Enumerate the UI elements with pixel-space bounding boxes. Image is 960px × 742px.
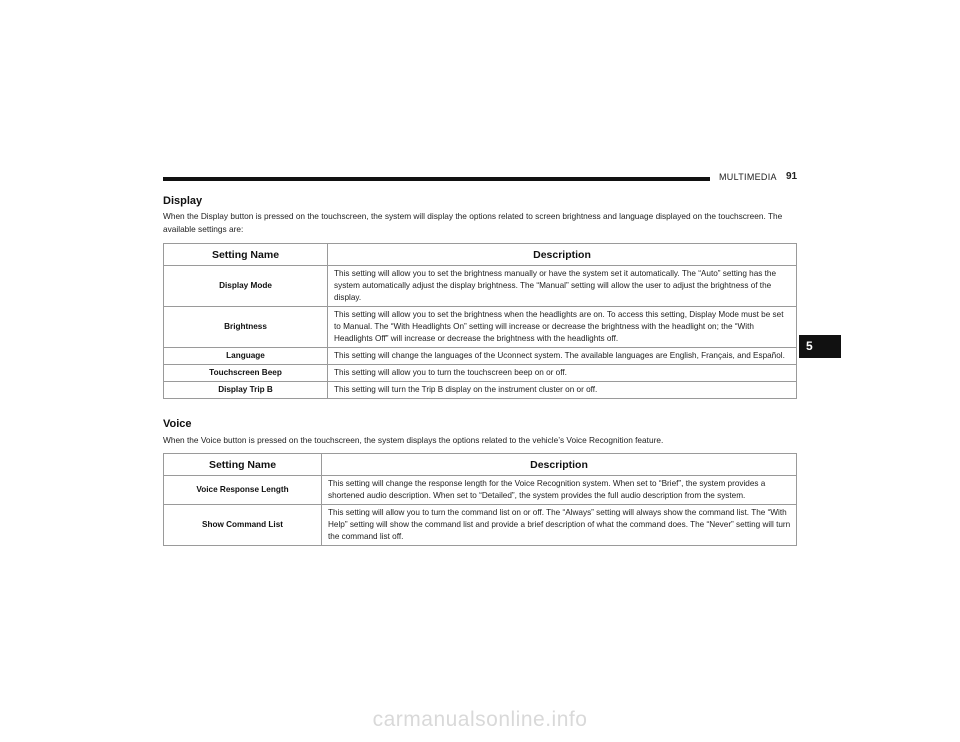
table-row [164, 365, 797, 382]
setting-description: This setting will allow you to set the brightness when the headlights are on. To access this setting, Display Mode must be set to Manual. The “With Headlights On” setting will increase or decrease the brightness with the headlight on; the “With Headlights Off” will increase or decrease the brightness with the headlights off. [328, 307, 797, 348]
table-row [164, 266, 797, 307]
setting-name: Touchscreen Beep [164, 365, 328, 382]
setting-description: This setting will allow you to turn the touchscreen beep on or off. [328, 365, 797, 382]
column-header-description: Description [328, 244, 797, 266]
table-row [164, 505, 797, 546]
table-header-row [164, 454, 797, 476]
display-heading: Display [163, 195, 203, 207]
table-header-row [164, 244, 797, 266]
setting-description: This setting will change the response length for the Voice Recognition system. When set to “Brief”, the system provides a shortened audio description. When set to “Detailed”, the system provides the full audio description from the system. [322, 476, 797, 505]
voice-settings-table [163, 453, 797, 546]
running-header-section: MULTIMEDIA [719, 172, 777, 182]
setting-description: This setting will allow you to set the brightness manually or have the system set it automatically. The “Auto” setting has the system automatically adjust the display brightness. The “Manual” setting will allow the user to adjust the brightness of the display. [328, 266, 797, 307]
setting-description: This setting will turn the Trip B display on the instrument cluster on or off. [328, 382, 797, 399]
display-intro: When the Display button is pressed on the touchscreen, the system will display the options related to screen brightness and language displayed on the touchscreen. The available settings are: [163, 211, 783, 234]
column-header-setting-name: Setting Name [164, 454, 322, 476]
display-settings-table [163, 243, 797, 399]
setting-name: Display Mode [164, 266, 328, 307]
column-header-description: Description [322, 454, 797, 476]
setting-name: Display Trip B [164, 382, 328, 399]
setting-description: This setting will change the languages of the Uconnect system. The available languages are English, Français, and Español. [328, 348, 797, 365]
voice-intro: When the Voice button is pressed on the touchscreen, the system displays the options related to the vehicle’s Voice Recognition feature. [163, 435, 664, 445]
setting-description: This setting will allow you to turn the command list on or off. The “Always” setting will always show the command list. The “With Help” setting will show the command list and provide a brief description of what the command does. The “Never” setting will turn the command list off. [322, 505, 797, 546]
setting-name: Language [164, 348, 328, 365]
table-row [164, 348, 797, 365]
watermark: carmanualsonline.info [372, 708, 588, 731]
table-row [164, 307, 797, 348]
setting-name: Voice Response Length [164, 476, 322, 505]
table-row [164, 476, 797, 505]
page-number: 91 [786, 171, 798, 182]
column-header-setting-name: Setting Name [164, 244, 328, 266]
chapter-tab: 5 [799, 335, 841, 358]
setting-name: Show Command List [164, 505, 322, 546]
setting-name: Brightness [164, 307, 328, 348]
voice-heading: Voice [163, 418, 192, 430]
header-rule [163, 177, 710, 181]
table-row [164, 382, 797, 399]
